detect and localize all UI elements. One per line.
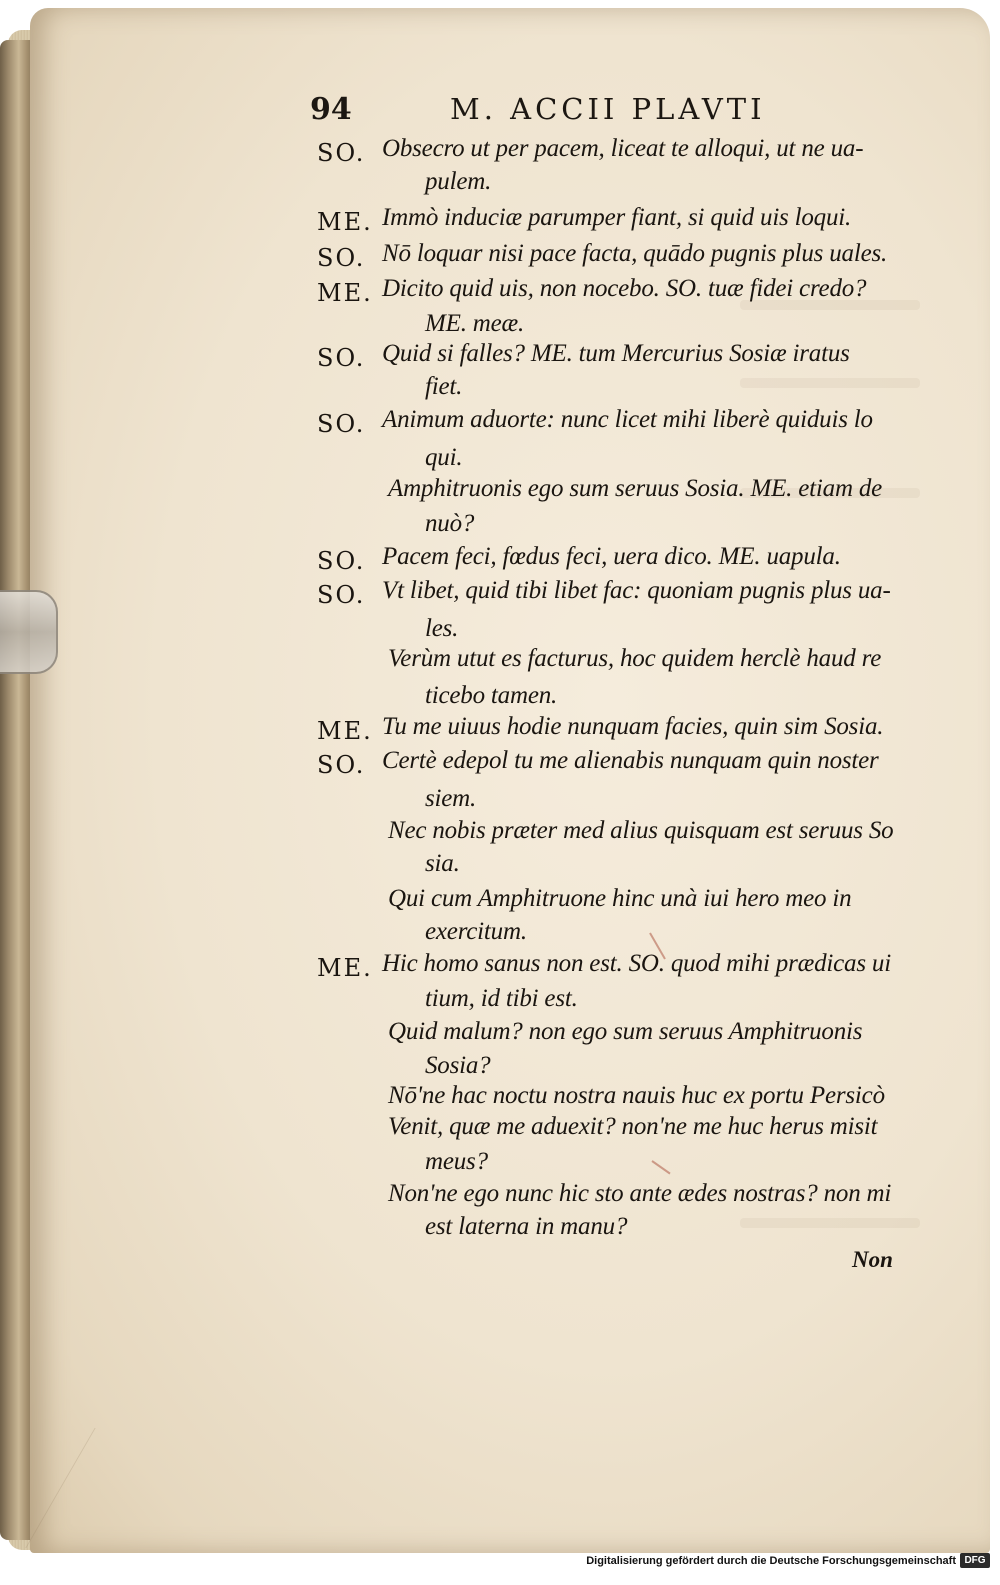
text-line [0,373,1000,407]
catchword: Non [852,1247,893,1272]
text-line [0,310,1000,344]
verse-text: Pacem feci, fœdus feci, uera dico. ME. uapula. [382,543,841,570]
text-line [0,543,1000,577]
text-line [0,1148,1000,1182]
text-line [0,785,1000,819]
verse-text: pulem. [425,168,492,195]
speaker-label: SO. [317,410,366,438]
speaker-label: ME. [317,717,373,745]
verse-text: Qui cum Amphitruone hinc unà iui hero meo in [388,885,852,912]
digitization-credit: Digitalisierung gefördert durch die Deutsche Forschungsgemeinschaft [586,1555,956,1567]
text-line [0,885,1000,919]
page-crease [25,1428,205,1548]
text-line [0,747,1000,781]
verse-text: Non'ne ego nunc hic sto ante ædes nostras? non mi [388,1180,892,1207]
text-line [0,168,1000,202]
text-line [0,1052,1000,1086]
verse-text: Vt libet, quid tibi libet fac: quoniam pugnis plus ua- [382,577,891,604]
verse-text: Tu me uiuus hodie nunquam facies, quin sim Sosia. [382,713,884,740]
verse-text: meus? [425,1148,488,1175]
speaker-label: SO. [317,581,366,609]
verse-text: Amphitruonis ego sum seruus Sosia. ME. etiam de [388,475,883,502]
verse-text: est laterna in manu? [425,1213,628,1240]
verse-text: Dicito quid uis, non nocebo. SO. tuæ fidei credo? [382,275,867,302]
text-line [0,577,1000,611]
verse-text: fiet. [425,373,463,400]
verse-text: ME. meæ. [425,310,525,337]
text-line [0,1213,1000,1247]
text-line [0,1113,1000,1147]
verse-text: Certè edepol tu me alienabis nunquam quin noster [382,747,879,774]
text-line [0,406,1000,440]
verse-text: Animum aduorte: nunc licet mihi liberè quiduis lo [382,406,873,433]
verse-text: Nō loquar nisi pace facta, quādo pugnis plus uales. [382,240,888,267]
text-line [0,645,1000,679]
text-line [0,817,1000,851]
text-line [0,135,1000,169]
verse-text: Verùm utut es facturus, hoc quidem herclè haud re [388,645,882,672]
text-line [0,1018,1000,1052]
text-line [0,682,1000,716]
page-number: 94 [310,92,352,127]
page-header [310,92,890,132]
running-title: M. ACCII PLAVTI [450,92,766,126]
text-line [0,340,1000,374]
text-line [0,444,1000,478]
speaker-label: ME. [317,208,373,236]
verse-text: Venit, quæ me aduexit? non'ne me huc herus misit [388,1113,878,1140]
speaker-label: ME. [317,954,373,982]
verse-text: Sosia? [425,1052,491,1079]
verse-text: Hic homo sanus non est. SO. quod mihi prædicas ui [382,950,891,977]
verse-text: Nō'ne hac noctu nostra nauis huc ex portu Persicò [388,1082,885,1109]
text-line [0,950,1000,984]
text-line [0,475,1000,509]
verse-text: tium, id tibi est. [425,985,578,1012]
text-line [0,275,1000,309]
verse-text: Immò induciæ parumper fiant, si quid uis loqui. [382,204,852,231]
text-line [0,510,1000,544]
text-line [0,985,1000,1019]
text-line [0,850,1000,884]
speaker-label: ME. [317,279,373,307]
verse-text: les. [425,615,459,642]
verse-text: sia. [425,850,460,877]
verse-text: Obsecro ut per pacem, liceat te alloqui, ut ne ua- [382,135,864,162]
text-line [0,1082,1000,1116]
verse-text: Quid si falles? ME. tum Mercurius Sosiæ iratus [382,340,850,367]
verse-text: Nec nobis præter med alius quisquam est seruus So [388,817,894,844]
text-line [0,240,1000,274]
text-line [0,615,1000,649]
verse-text: Quid malum? non ego sum seruus Amphitruonis [388,1018,863,1045]
dfg-logo: DFG [960,1553,990,1568]
speaker-label: SO. [317,344,366,372]
text-line [0,918,1000,952]
speaker-label: SO. [317,751,366,779]
text-line [0,204,1000,238]
verse-text: siem. [425,785,477,812]
speaker-label: SO. [317,547,366,575]
verse-text: nuò? [425,510,475,537]
speaker-label: SO. [317,139,366,167]
verse-text: qui. [425,444,463,471]
speaker-label: SO. [317,244,366,272]
verse-text: ticebo tamen. [425,682,558,709]
text-line [0,1180,1000,1214]
text-line [0,713,1000,747]
verse-text: exercitum. [425,918,527,945]
